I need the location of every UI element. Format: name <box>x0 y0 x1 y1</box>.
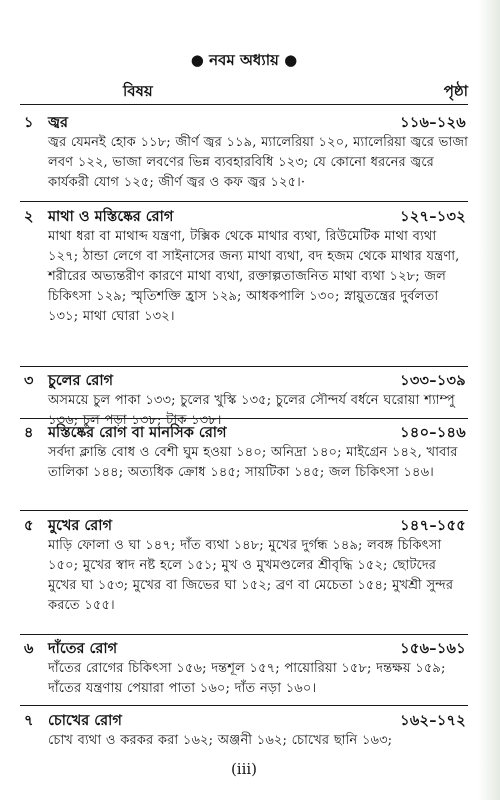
section-title: মুখের রোগ <box>48 517 112 534</box>
subject-column-header: বিষয় <box>123 82 153 100</box>
header-divider <box>20 104 468 105</box>
section-number: ৬ <box>24 640 34 657</box>
section-page-range: ১৪০–১৪৬ <box>400 424 466 441</box>
section-heading <box>20 371 468 391</box>
section-divider <box>20 201 468 202</box>
section-title: জ্বর <box>48 114 69 131</box>
section-heading <box>20 711 468 731</box>
section-entries: জ্বর যেমনই হোক ১১৮; জীর্ণ জ্বর ১১৯, ম্যালেরিয়া ১২০, ম্যালেরিয়া জ্বরে ভাজা লবণ ১২২, ভাজা লবণের ভিন্ন ব্যবহারবিধি ১২৩; যে কোনো ধরনের জ্বরে কার্যকরী যোগ ১২৫; জীর্ণ জ্বর ও কফ জ্বর ১২৫।· <box>48 135 468 190</box>
section-divider <box>20 366 468 367</box>
section-heading <box>20 423 468 443</box>
section-number: ২ <box>24 208 34 225</box>
section-page-range: ১৪৭–১৫৫ <box>400 517 466 534</box>
section-entries: মাথা ধরা বা মাথাব্দ যন্ত্রণা, টক্সিক থেকে মাথার ব্যথা, রিউমেটিক মাথা ব্যথা ১২৭; ঠান্ডা লেগে বা সাইনাসের জন্য মাথা ব্যথা, বদ হজম থেকে মাথার যন্ত্রণা, শরীরের অভ্যন্তরীণ কারণে মাথা ব্যথা, রক্তাল্পতাজনিত মাথা ব্যথা ১২৮; জল চিকিৎসা ১২৯; স্মৃতিশক্তি হ্রাস ১২৯; আধকপালি ১৩০; স্নায়ুতন্ত্রের দুর্বলতা ১৩১; মাথা ঘোরা ১৩২। <box>48 229 460 324</box>
section-page-range: ১৩৩–১৩৯ <box>400 372 466 389</box>
section-heading <box>20 207 468 227</box>
section-number: ৭ <box>24 712 34 729</box>
section-title: মাথা ও মস্তিষ্কের রোগ <box>48 208 174 225</box>
section-number: ১ <box>24 114 34 131</box>
toc-section-teeth <box>20 639 468 699</box>
section-title: মস্তিষ্কের রোগ বা মানসিক রোগ <box>48 424 227 441</box>
section-heading <box>20 639 468 659</box>
section-entries: মাড়ি ফোলা ও ঘা ১৪৭; দাঁত ব্যথা ১৪৮; মুখের দুর্গন্ধ ১৪৯; লবঙ্গ চিকিৎসা ১৫০; মুখের স্বাদ নষ্ট হলে ১৫১; মুখ ও মুখমণ্ডলের শ্রীবৃদ্ধি ১৫২; ছোটদের মুখের ঘা ১৫৩; মুখের বা জিভের ঘা ১৫২; ব্রণ বা মেচেতা ১৫৪; মুখশ্রী সুন্দর করতে ১৫৫। <box>48 538 454 613</box>
toc-section-head-brain <box>20 207 468 327</box>
section-page-range: ১৬২–১৭২ <box>400 712 466 729</box>
section-title: চোখের রোগ <box>48 712 122 729</box>
section-title: দাঁতের রোগ <box>48 640 118 657</box>
page-number: (iii) <box>230 760 258 778</box>
section-title: চুলের রোগ <box>48 372 114 389</box>
section-page-range: ১২৭–১৩২ <box>400 208 466 225</box>
section-entries: চোখ ব্যথা ও করকর করা ১৬২; অঞ্জনী ১৬২; চোখের ছানি ১৬৩; <box>48 733 393 748</box>
section-heading <box>20 516 468 536</box>
page-edge-shadow <box>478 0 500 800</box>
page-column-header: পৃষ্ঠা <box>443 82 468 100</box>
section-page-range: ১৫৬–১৬১ <box>400 640 466 657</box>
section-entries: দাঁতের রোগের চিকিৎসা ১৫৬; দন্তশূল ১৫৭; পায়োরিয়া ১৫৮; দন্তক্ষয় ১৫৯; দাঁতের যন্ত্রণায় পেয়ারা পাতা ১৬০; দাঁত নড়া ১৬০। <box>48 661 446 696</box>
toc-section-eyes <box>20 711 468 751</box>
chapter-title: ● নবম অধ্যায় ● <box>190 51 298 69</box>
toc-section-mouth <box>20 516 468 616</box>
section-number: ৫ <box>24 517 34 534</box>
toc-header-row <box>20 80 468 102</box>
toc-section-hair <box>20 371 468 431</box>
section-divider <box>20 418 468 419</box>
section-number: ৩ <box>24 372 34 389</box>
section-heading <box>20 113 468 133</box>
section-divider <box>20 510 468 511</box>
section-divider <box>20 634 468 635</box>
section-entries: সর্বদা ক্লান্তি বোধ ও বেশী ঘুম হওয়া ১৪০; অনিদ্রা ১৪০; মাইগ্রেন ১৪২, খাবার তালিকা ১৪৪; অত্যধিক ক্রোধ ১৪৫; সায়টিকা ১৪৫; জল চিকিৎসা ১৪৬। <box>48 445 458 480</box>
section-number: ৪ <box>24 424 34 441</box>
toc-section-mental <box>20 423 468 483</box>
section-divider <box>20 705 468 706</box>
section-page-range: ১১৬–১২৬ <box>400 114 466 131</box>
toc-section-fever <box>20 113 468 193</box>
section-entries: অসময়ে চুল পাকা ১৩৩; চুলের খুস্কি ১৩৫; চুলের সৌন্দর্য বর্ধনে ঘরোয়া শ্যাম্পু ১৩৬; চুল পড়া ১৩৮; টাক ১৩৮। <box>48 393 455 428</box>
